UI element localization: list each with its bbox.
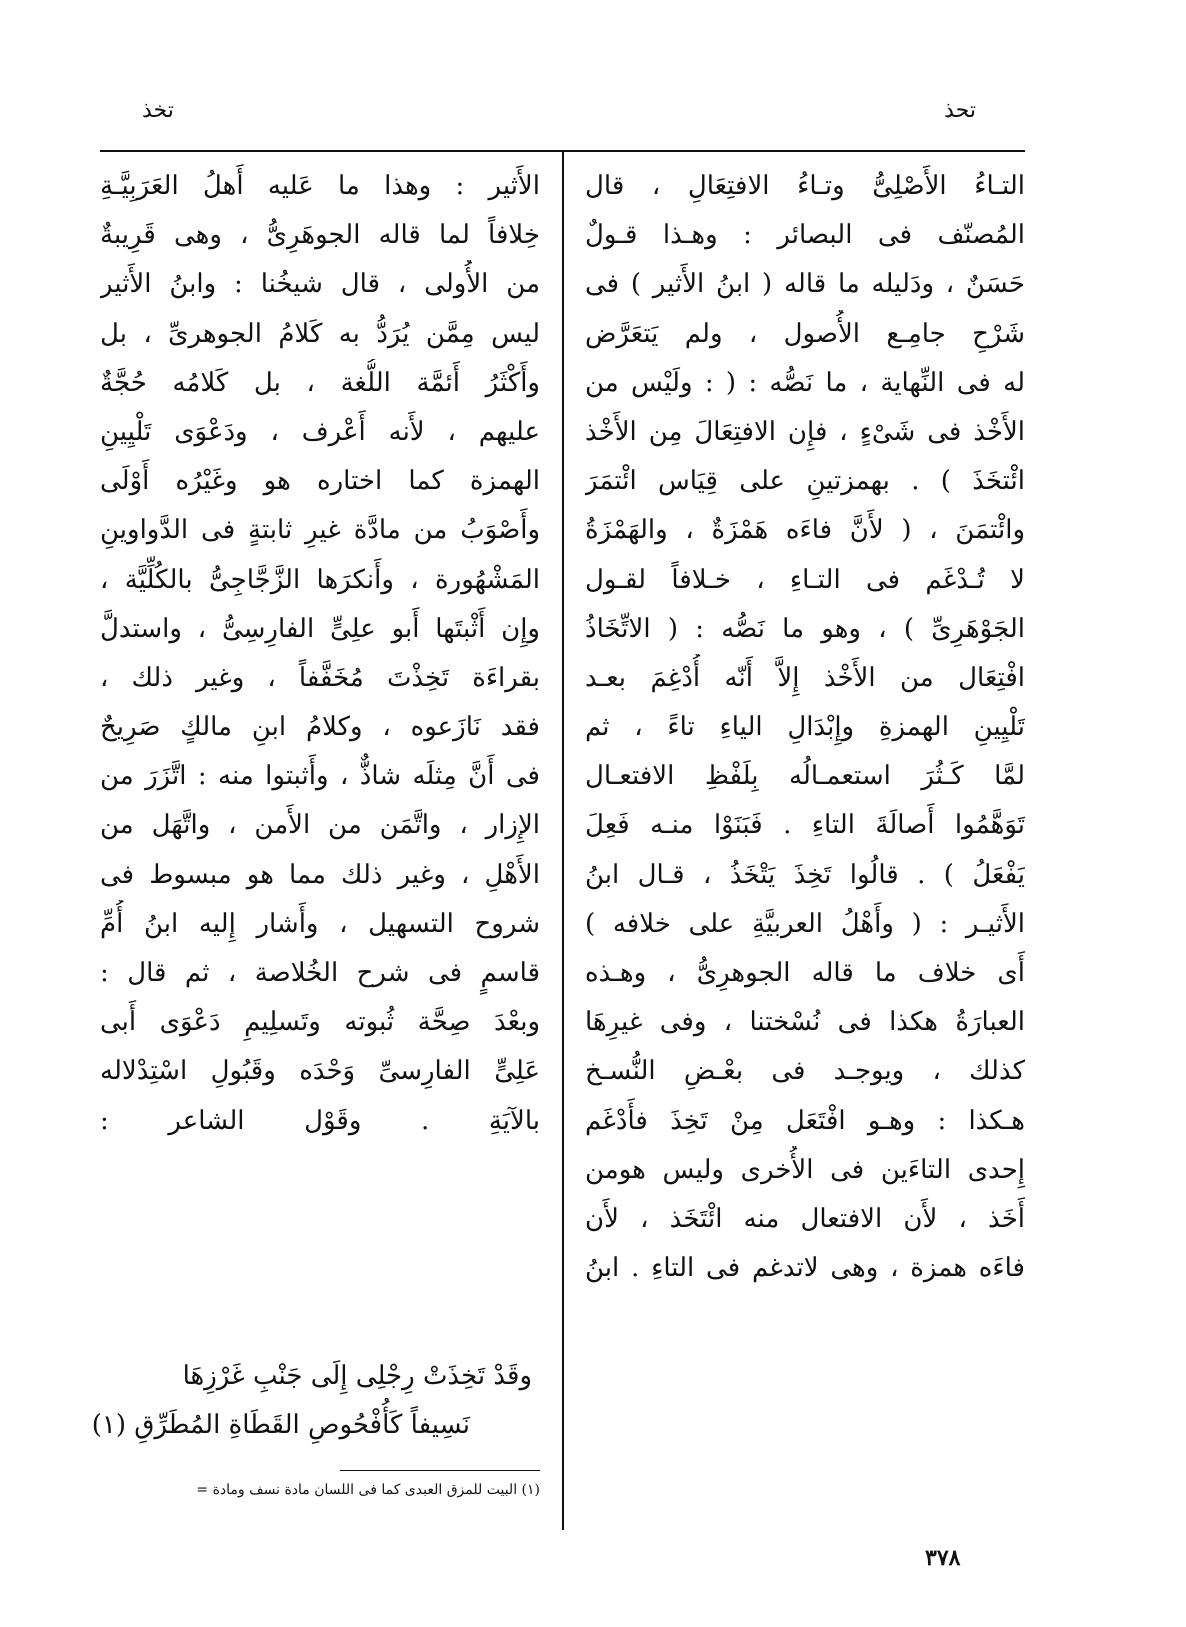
text-line: ليس مِمَّن يُرَدُّ به كَلامُ الجوهرىِّ ، بل: [100, 318, 540, 349]
text-line: الإِزار ، واتَّمَن من الأَمن ، واتَّهَل من: [100, 810, 540, 841]
footnote: (١) البيت للمزق العبدى كما فى اللسان مادة نسف ومادة =: [196, 1482, 540, 1498]
text-line: تَلْيِينِ الهمزةِ وإِبْدَالِ الياءِ تاءً ، ثم: [585, 712, 1025, 743]
text-line: عليهم ، لأَنه أَعْرف ، ودَعْوَى تَلْيِينِ: [100, 416, 540, 447]
text-line: الأَهْلِ ، وغير ذلك مما هو مبسوط فى: [100, 859, 540, 890]
text-line: قاسمٍ فى شرح الخُلاصة ، ثم قال :: [100, 958, 540, 988]
text-line: كذلك ، ويوجـد فى بعْـضِ النُّسـخ: [585, 1056, 1025, 1087]
text-line: حَسَنٌ ، ودَليله ما قاله ( ابنُ الأَثير ) فى: [585, 269, 1025, 300]
text-line: فى أَنَّ مِثلَه شاذٌّ ، وأَثبتوا منه : اتَّزَرَ من: [100, 761, 540, 792]
page-number: ٣٧٨: [925, 1545, 961, 1571]
running-header-right: تحذ: [944, 98, 976, 123]
text-line: هـكذا : وهـو افْتَعَل مِنْ تَخِذَ فأَدْغَم: [585, 1105, 1025, 1136]
text-line: ائْتخَذَ ) . بهمزتينِ على قِيَاس ائْتمَرَ: [585, 466, 1025, 497]
text-line: تَوَهَّمُوا أَصالَةَ التاءِ . فَبَنَوْا منـه فَعِلَ: [585, 810, 1025, 841]
text-line: فقد نَازَعوه ، وكلامُ ابنِ مالكٍ صَرِيحٌ: [100, 712, 540, 743]
text-line: فاءَه همزة ، وهى لاتدغم فى التاءِ . ابنُ: [585, 1253, 1025, 1284]
text-line: العبارَةُ هكذا فى نُسْختنا ، وفى غيرِهَا: [585, 1007, 1025, 1038]
text-line: وإِن أَثْبتَها أَبو علِىٍّ الفارِسِىُّ ، واستدلَّ: [100, 613, 540, 644]
column-divider: [562, 150, 564, 1530]
text-line: خِلافاً لما قاله الجوهَرِىُّ ، وهى قَرِيبةٌ: [100, 220, 540, 251]
verse-line: وقَدْ تَخِذَتْ رِجْلِى إِلَى جَنْبِ غَرْزِهَا: [182, 1361, 532, 1391]
text-line: الأَثيـر : ( وأَهْلُ العربيَّةِ على خلافه ): [585, 908, 1025, 939]
text-line: وبعْدَ صِحَّة ثُبوته وتَسلِيمِ دَعْوَى أَبى: [100, 1007, 540, 1038]
text-line: بقراءَة تَخِذْتَ مُخَفَّفاً ، وغير ذلك ،: [100, 662, 540, 693]
text-line: له فى النِّهاية ، ما نَصُّه : ( : ولَيْس من: [585, 367, 1025, 398]
text-line: الجَوْهَرِىِّ ) ، وهو ما نَصُّه : ( الاتِّخَاذُ: [585, 613, 1025, 644]
text-line: أَخَذ ، لأَن الافتعال منه ائْتَخَذ ، لأَن: [585, 1203, 1025, 1234]
text-line: يَفْعَلُ ) . قالُوا تَخِذَ يَتْخَذُ ، قـال ابنُ: [585, 859, 1025, 890]
text-line: افْتِعَال من الأَخْذ إِلاَّ أَنّه أُدْغِمَ بعـد: [585, 662, 1025, 693]
text-line: وأَصْوَبُ من مادَّة غيرِ ثابتةٍ فى الدَّواوينِ: [100, 515, 540, 546]
poetry-verse: [91, 1352, 540, 1450]
text-line: شَرْحِ جامِـع الأُصول ، ولم يَتعَرَّض: [585, 318, 1025, 349]
footnote-rule: [340, 1470, 540, 1471]
running-header-left: تخذ: [142, 98, 174, 123]
text-line: الأَخْذ فى شَىْءٍ ، فإِن الافتِعَالَ مِن الأَخْذ: [585, 416, 1025, 447]
text-line: عَلِىٍّ الفارِسىِّ وَحْدَه وقَبُولِ اسْتِدْلاله: [100, 1056, 540, 1087]
text-line: وأَكْثَرُ أَئمَّة اللُّغة ، بل كَلامُه حُجَّةٌ: [100, 367, 540, 398]
left-column: [100, 162, 540, 1146]
text-line: الهمزة كما اختاره هو وغَيْرُه أَوْلَى: [100, 466, 540, 497]
text-line: المُصنّف فى البصائر : وهـذا قـولٌ: [585, 220, 1025, 251]
verse-line: نَسِيفاً كَأُفْحُوصِ القَطَاةِ المُطَرِّقِ (١): [91, 1410, 470, 1440]
text-line: لا تُـدْغَم فى التـاءِ ، خـلافاً لقـول: [585, 564, 1025, 595]
text-line: إِحدى التاءَين فى الأُخرى وليس هومن: [585, 1154, 1025, 1185]
text-line: المَشْهُورة ، وأَنكرَها الزَّجَّاجِىُّ بالكُلِّيَّة ،: [100, 564, 540, 595]
text-line: لمَّا كَـثُرَ استعمـالُه بِلَفْظِ الافتعـال: [585, 761, 1025, 792]
text-line: الأَثير : وهذا ما عَليه أَهلُ العَرَبِيَّـةِ: [100, 171, 540, 201]
text-line: أَى خلاف ما قاله الجوهرِىُّ ، وهـذه: [585, 958, 1025, 988]
text-line: وائْتمَنَ ، ( لأَنَّ فاءَه هَمْزَةٌ ، والهَمْزَةُ: [585, 515, 1025, 546]
text-line: من الأُولى ، قال شيخُنا : وابنُ الأَثير: [100, 269, 540, 300]
text-line: شروح التسهيل ، وأَشار إِليه ابنُ أُمِّ: [100, 908, 540, 939]
text-line: بالآيَةِ . وقَوْل الشاعر :: [100, 1105, 540, 1136]
text-line: التـاءُ الأَصْلِىُّ وتـاءُ الافتِعَالِ ، قال: [585, 171, 1025, 201]
right-column: [585, 162, 1025, 1293]
